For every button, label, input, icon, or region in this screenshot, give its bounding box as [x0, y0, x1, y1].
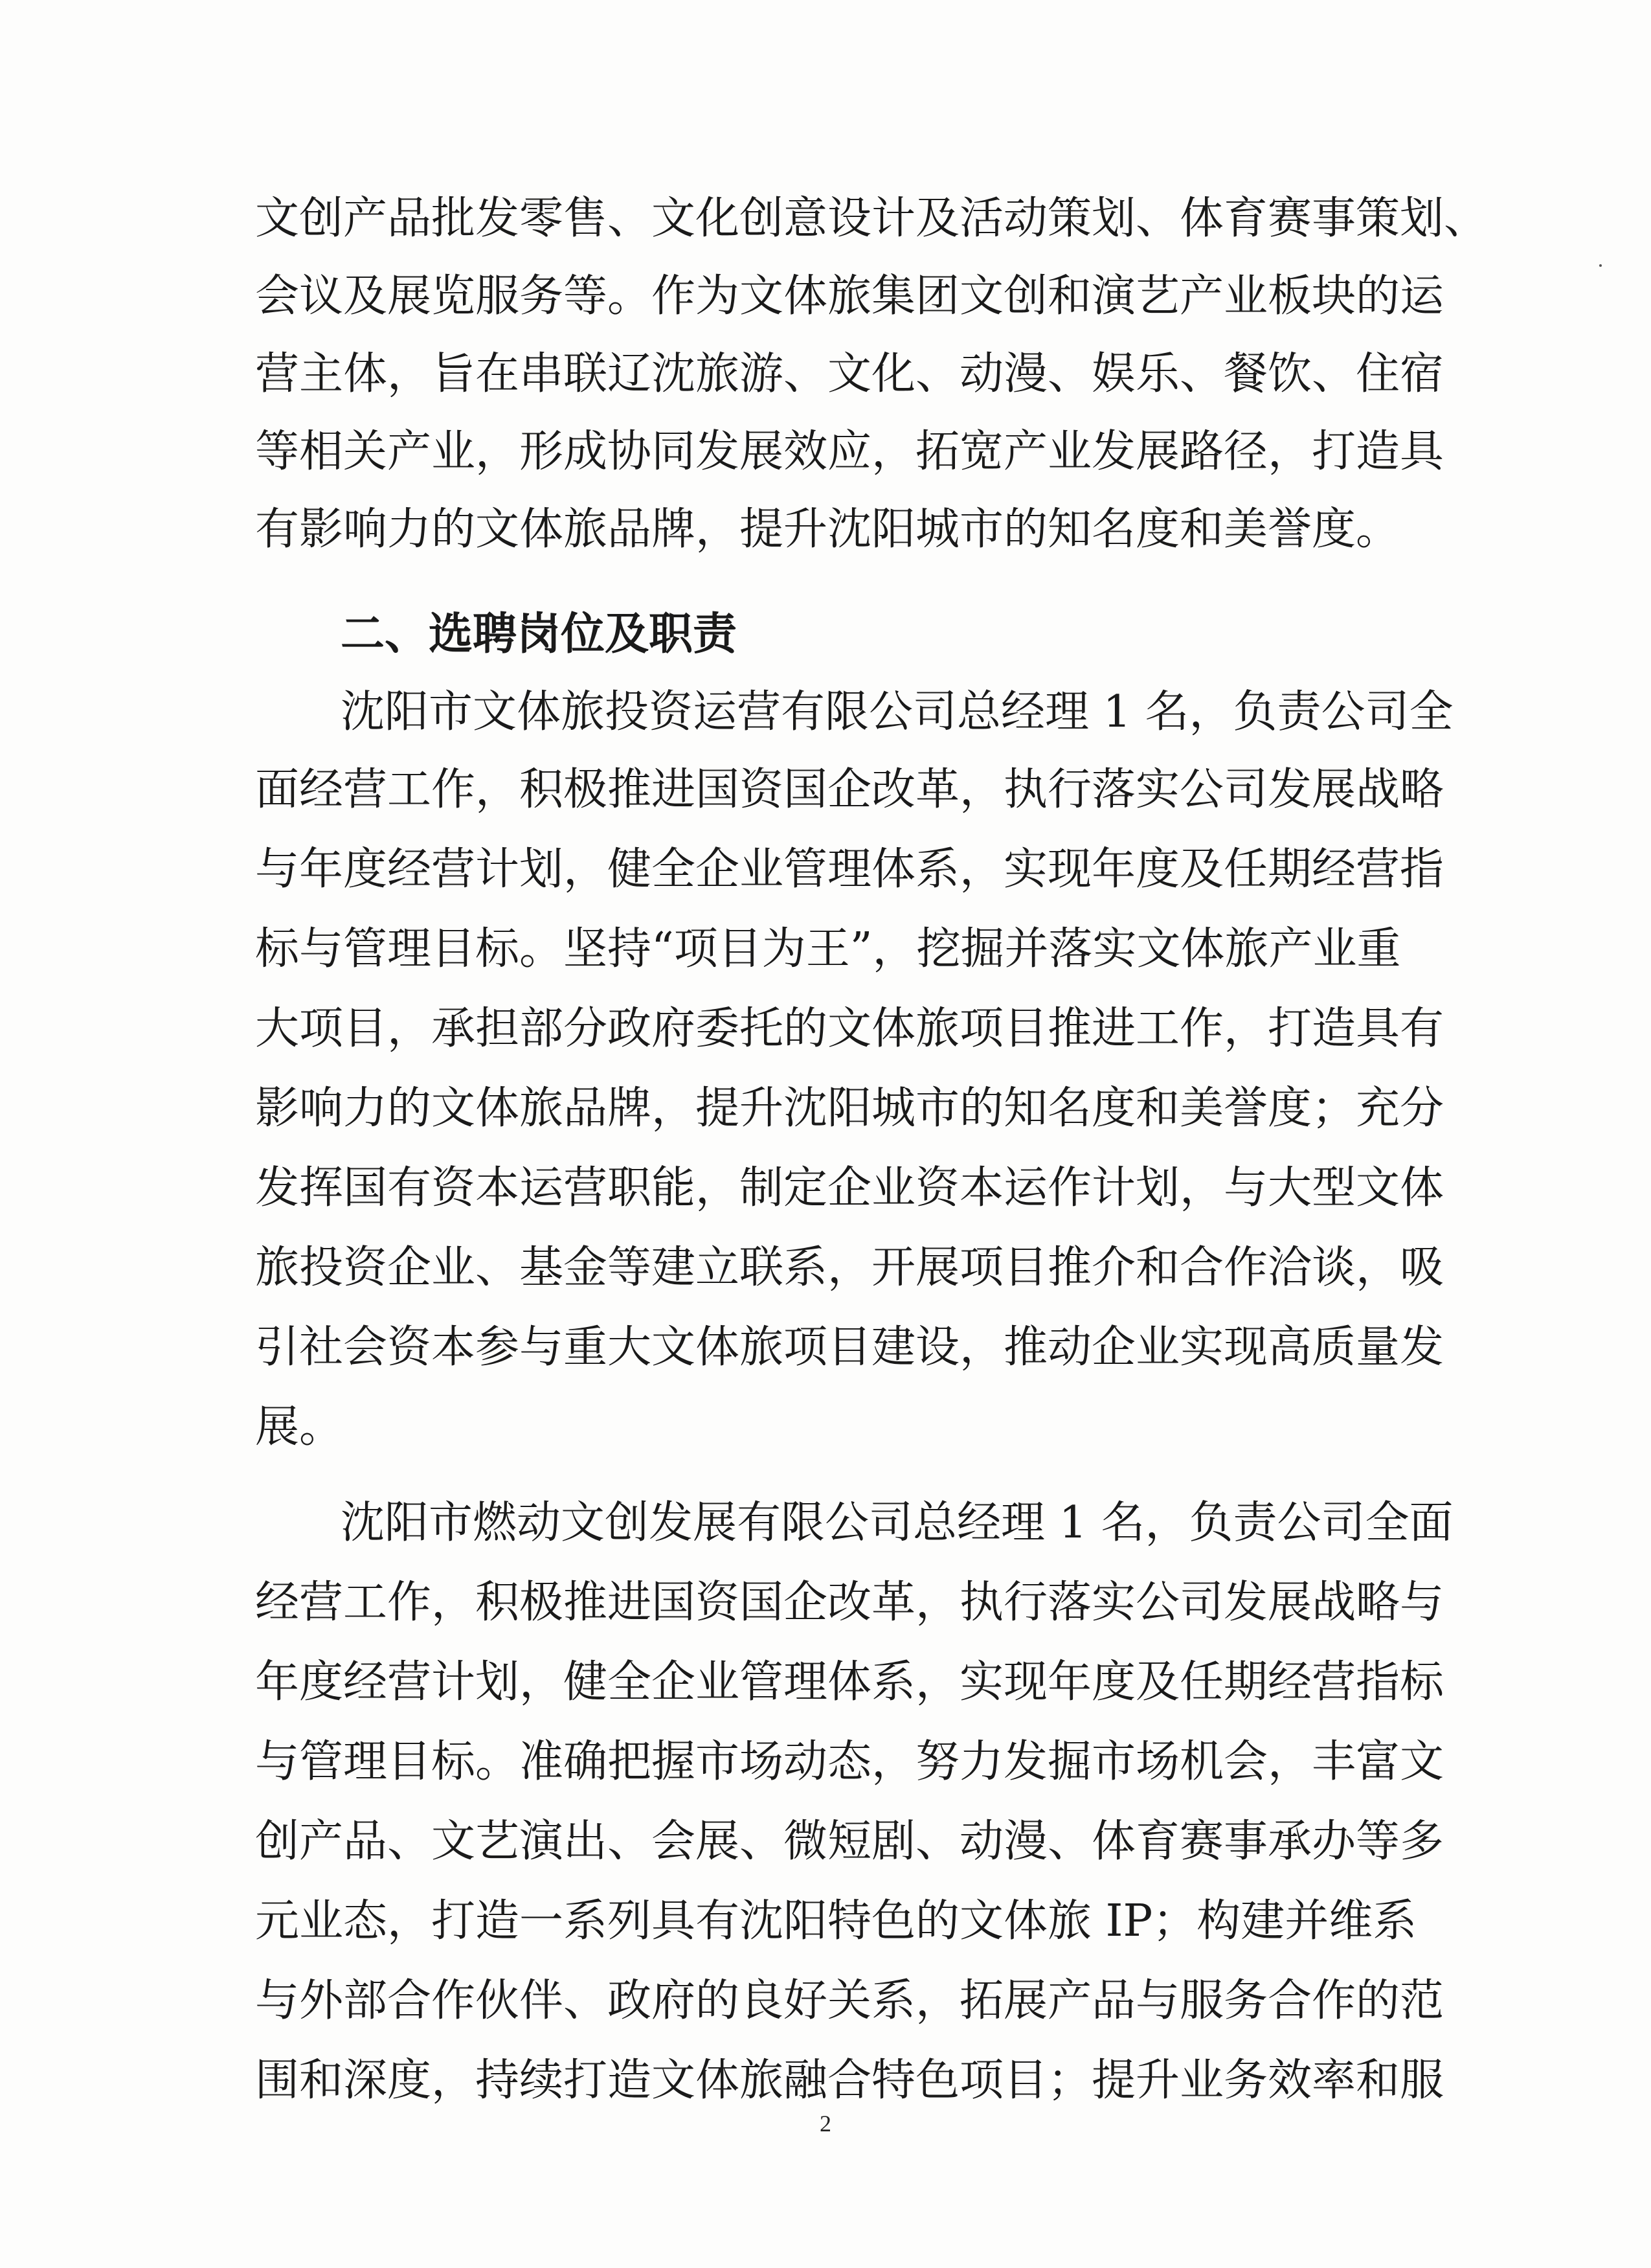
body-text-line: 大项目，承担部分政府委托的文体旅项目推进工作，打造具有 — [255, 1003, 1444, 1054]
body-text-line: 文创产品批发零售、文化创意设计及活动策划、体育赛事策划、 — [255, 193, 1488, 244]
body-text-line: 围和深度，持续打造文体旅融合特色项目；提升业务效率和服 — [255, 2055, 1444, 2106]
body-text-line: 影响力的文体旅品牌，提升沈阳城市的知名度和美誉度；充分 — [255, 1083, 1444, 1134]
section-heading: 二、选聘岗位及职责 — [341, 609, 737, 660]
body-text-line: 与管理目标。准确把握市场动态，努力发掘市场机会，丰富文 — [255, 1736, 1444, 1787]
body-text-line: 年度经营计划，健全企业管理体系，实现年度及任期经营指标 — [255, 1657, 1444, 1708]
body-text-line: 沈阳市文体旅投资运营有限公司总经理 1 名，负责公司全 — [341, 686, 1454, 738]
page-number: 2 — [820, 2111, 831, 2137]
body-text-line: 旅投资企业、基金等建立联系，开展项目推介和合作洽谈，吸 — [255, 1242, 1444, 1293]
body-text-line: 有影响力的文体旅品牌，提升沈阳城市的知名度和美誉度。 — [255, 504, 1400, 555]
body-text-line: 面经营工作，积极推进国资国企改革，执行落实公司发展战略 — [255, 764, 1444, 815]
body-text-line: 等相关产业，形成协同发展效应，拓宽产业发展路径，打造具 — [255, 426, 1444, 477]
body-text-line: 发挥国有资本运营职能，制定企业资本运作计划，与大型文体 — [255, 1162, 1444, 1214]
body-text-line: 标与管理目标。坚持“项目为王”，挖掘并落实文体旅产业重 — [255, 924, 1401, 975]
body-text-line: 沈阳市燃动文创发展有限公司总经理 1 名，负责公司全面 — [341, 1497, 1454, 1548]
body-text-line: 元业态，打造一系列具有沈阳特色的文体旅 IP；构建并维系 — [255, 1896, 1417, 1947]
scan-speck — [1599, 264, 1602, 267]
body-text-line: 经营工作，积极推进国资国企改革，执行落实公司发展战略与 — [255, 1577, 1444, 1628]
body-text-line: 创产品、文艺演出、会展、微短剧、动漫、体育赛事承办等多 — [255, 1816, 1444, 1867]
body-text-line: 展。 — [255, 1401, 344, 1453]
body-text-line: 营主体，旨在串联辽沈旅游、文化、动漫、娱乐、餐饮、住宿 — [255, 348, 1444, 400]
body-text-line: 与外部合作伙伴、政府的良好关系，拓展产品与服务合作的范 — [255, 1975, 1444, 2026]
body-text-line: 会议及展览服务等。作为文体旅集团文创和演艺产业板块的运 — [255, 271, 1444, 322]
body-text-line: 引社会资本参与重大文体旅项目建设，推动企业实现高质量发 — [255, 1322, 1444, 1373]
body-text-line: 与年度经营计划，健全企业管理体系，实现年度及任期经营指 — [255, 844, 1444, 895]
